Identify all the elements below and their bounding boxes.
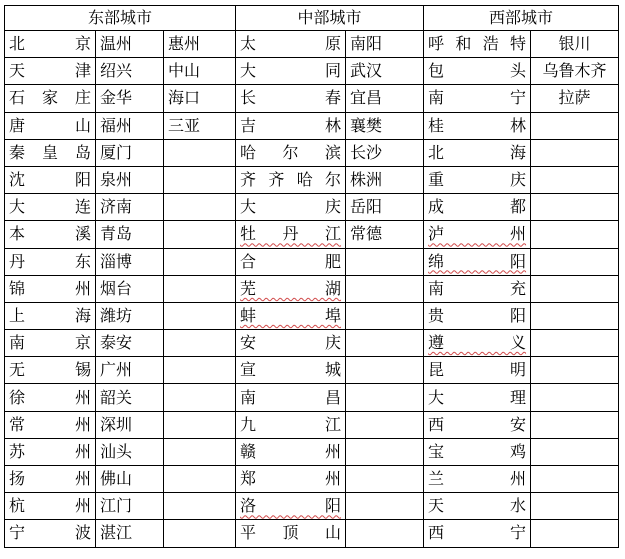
- table-row: [5, 357, 619, 384]
- city-table: [4, 5, 619, 548]
- west-city-name: 西 安: [424, 411, 531, 438]
- central-city-short: [346, 520, 424, 547]
- west-city-extra: [531, 520, 619, 547]
- central-city-short: [346, 493, 424, 520]
- east-city-name: 宁 波: [5, 520, 96, 547]
- east-city-short: 泉州: [96, 166, 164, 193]
- west-city-extra: [531, 384, 619, 411]
- east-city-name: 杭 州: [5, 493, 96, 520]
- east-city-short: 温州: [96, 31, 164, 58]
- table-row: [5, 384, 619, 411]
- central-city-name: 哈尔滨: [236, 139, 346, 166]
- central-city-name: 芜 湖: [236, 275, 346, 302]
- west-city-name: 绵 阳: [424, 248, 531, 275]
- central-city-short: [346, 411, 424, 438]
- east-city-name: 上 海: [5, 302, 96, 329]
- west-city-extra: [531, 302, 619, 329]
- east-city-extra: [164, 438, 236, 465]
- central-city-name: 合 肥: [236, 248, 346, 275]
- table-row: [5, 520, 619, 547]
- east-city-short: 淄博: [96, 248, 164, 275]
- central-city-short: 襄樊: [346, 112, 424, 139]
- east-city-name: 南 京: [5, 330, 96, 357]
- west-city-extra: [531, 493, 619, 520]
- header-row: [5, 6, 619, 31]
- central-city-name: 蚌 埠: [236, 302, 346, 329]
- east-city-short: 青岛: [96, 221, 164, 248]
- east-city-name: 大 连: [5, 194, 96, 221]
- table-row: [5, 438, 619, 465]
- west-city-extra: [531, 221, 619, 248]
- east-city-name: 唐 山: [5, 112, 96, 139]
- west-city-name: 南 充: [424, 275, 531, 302]
- central-city-short: [346, 330, 424, 357]
- east-city-extra: [164, 357, 236, 384]
- central-city-short: 常德: [346, 221, 424, 248]
- east-city-short: 佛山: [96, 466, 164, 493]
- central-city-name: 长 春: [236, 85, 346, 112]
- west-city-name: 桂 林: [424, 112, 531, 139]
- east-city-name: 无 锡: [5, 357, 96, 384]
- west-city-name: 重 庆: [424, 166, 531, 193]
- west-city-name: 成 都: [424, 194, 531, 221]
- table-row: [5, 330, 619, 357]
- west-city-extra: [531, 357, 619, 384]
- central-city-short: [346, 248, 424, 275]
- central-city-short: 宜昌: [346, 85, 424, 112]
- east-city-name: 北 京: [5, 31, 96, 58]
- table-row: [5, 493, 619, 520]
- west-city-extra: [531, 466, 619, 493]
- east-city-extra: [164, 194, 236, 221]
- east-city-extra: [164, 493, 236, 520]
- central-city-short: [346, 384, 424, 411]
- east-city-extra: [164, 166, 236, 193]
- east-city-extra: [164, 302, 236, 329]
- header-central: 中部城市: [236, 6, 424, 31]
- table-row: [5, 112, 619, 139]
- west-city-name: 南 宁: [424, 85, 531, 112]
- table-body: [5, 31, 619, 548]
- east-city-extra: 海口: [164, 85, 236, 112]
- central-city-name: 南 昌: [236, 384, 346, 411]
- central-city-name: 九 江: [236, 411, 346, 438]
- east-city-name: 石家庄: [5, 85, 96, 112]
- west-city-name: 西 宁: [424, 520, 531, 547]
- east-city-name: 苏 州: [5, 438, 96, 465]
- central-city-name: 大 庆: [236, 194, 346, 221]
- central-city-name: 宣 城: [236, 357, 346, 384]
- table-row: [5, 248, 619, 275]
- east-city-short: 福州: [96, 112, 164, 139]
- west-city-name: 昆 明: [424, 357, 531, 384]
- east-city-extra: [164, 520, 236, 547]
- table-row: [5, 411, 619, 438]
- central-city-name: 齐齐哈尔: [236, 166, 346, 193]
- west-city-extra: 乌鲁木齐: [531, 58, 619, 85]
- central-city-name: 赣 州: [236, 438, 346, 465]
- east-city-extra: 三亚: [164, 112, 236, 139]
- east-city-short: 江门: [96, 493, 164, 520]
- west-city-name: 天 水: [424, 493, 531, 520]
- east-city-name: 天 津: [5, 58, 96, 85]
- central-city-name: 太 原: [236, 31, 346, 58]
- table-row: [5, 166, 619, 193]
- east-city-extra: [164, 139, 236, 166]
- west-city-extra: 拉萨: [531, 85, 619, 112]
- header-east: 东部城市: [5, 6, 236, 31]
- table-row: [5, 302, 619, 329]
- east-city-extra: [164, 411, 236, 438]
- east-city-name: 常 州: [5, 411, 96, 438]
- west-city-name: 泸 州: [424, 221, 531, 248]
- west-city-extra: [531, 139, 619, 166]
- east-city-name: 锦 州: [5, 275, 96, 302]
- east-city-short: 烟台: [96, 275, 164, 302]
- west-city-extra: [531, 438, 619, 465]
- west-city-name: 贵 阳: [424, 302, 531, 329]
- east-city-short: 济南: [96, 194, 164, 221]
- east-city-short: 深圳: [96, 411, 164, 438]
- table-row: [5, 194, 619, 221]
- central-city-name: 牡丹江: [236, 221, 346, 248]
- west-city-name: 遵 义: [424, 330, 531, 357]
- central-city-short: 长沙: [346, 139, 424, 166]
- west-city-extra: [531, 248, 619, 275]
- east-city-extra: [164, 248, 236, 275]
- west-city-name: 兰 州: [424, 466, 531, 493]
- central-city-short: [346, 357, 424, 384]
- central-city-short: 株洲: [346, 166, 424, 193]
- east-city-extra: [164, 466, 236, 493]
- central-city-name: 吉 林: [236, 112, 346, 139]
- central-city-short: [346, 438, 424, 465]
- table-row: [5, 58, 619, 85]
- central-city-short: 岳阳: [346, 194, 424, 221]
- east-city-name: 秦皇岛: [5, 139, 96, 166]
- west-city-extra: 银川: [531, 31, 619, 58]
- central-city-short: [346, 275, 424, 302]
- table-row: [5, 466, 619, 493]
- east-city-short: 广州: [96, 357, 164, 384]
- east-city-extra: [164, 221, 236, 248]
- central-city-name: 大 同: [236, 58, 346, 85]
- central-city-short: [346, 466, 424, 493]
- east-city-extra: 中山: [164, 58, 236, 85]
- west-city-extra: [531, 275, 619, 302]
- east-city-name: 沈 阳: [5, 166, 96, 193]
- table-row: [5, 221, 619, 248]
- east-city-extra: [164, 330, 236, 357]
- west-city-name: 大 理: [424, 384, 531, 411]
- west-city-name: 呼和浩特: [424, 31, 531, 58]
- east-city-short: 韶关: [96, 384, 164, 411]
- central-city-name: 平顶山: [236, 520, 346, 547]
- east-city-short: 泰安: [96, 330, 164, 357]
- east-city-short: 汕头: [96, 438, 164, 465]
- west-city-extra: [531, 112, 619, 139]
- east-city-extra: 惠州: [164, 31, 236, 58]
- east-city-extra: [164, 275, 236, 302]
- table-row: [5, 31, 619, 58]
- east-city-name: 本 溪: [5, 221, 96, 248]
- west-city-extra: [531, 194, 619, 221]
- central-city-name: 安 庆: [236, 330, 346, 357]
- east-city-short: 绍兴: [96, 58, 164, 85]
- central-city-short: [346, 302, 424, 329]
- east-city-name: 丹 东: [5, 248, 96, 275]
- east-city-short: 湛江: [96, 520, 164, 547]
- central-city-name: 郑 州: [236, 466, 346, 493]
- west-city-name: 包 头: [424, 58, 531, 85]
- east-city-name: 徐 州: [5, 384, 96, 411]
- west-city-name: 北 海: [424, 139, 531, 166]
- east-city-name: 扬 州: [5, 466, 96, 493]
- east-city-short: 潍坊: [96, 302, 164, 329]
- west-city-extra: [531, 166, 619, 193]
- central-city-short: 武汉: [346, 58, 424, 85]
- table-row: [5, 139, 619, 166]
- west-city-extra: [531, 330, 619, 357]
- east-city-short: 厦门: [96, 139, 164, 166]
- central-city-short: 南阳: [346, 31, 424, 58]
- central-city-name: 洛 阳: [236, 493, 346, 520]
- west-city-name: 宝 鸡: [424, 438, 531, 465]
- east-city-extra: [164, 384, 236, 411]
- table-row: [5, 275, 619, 302]
- header-west: 西部城市: [424, 6, 619, 31]
- east-city-short: 金华: [96, 85, 164, 112]
- table-row: [5, 85, 619, 112]
- west-city-extra: [531, 411, 619, 438]
